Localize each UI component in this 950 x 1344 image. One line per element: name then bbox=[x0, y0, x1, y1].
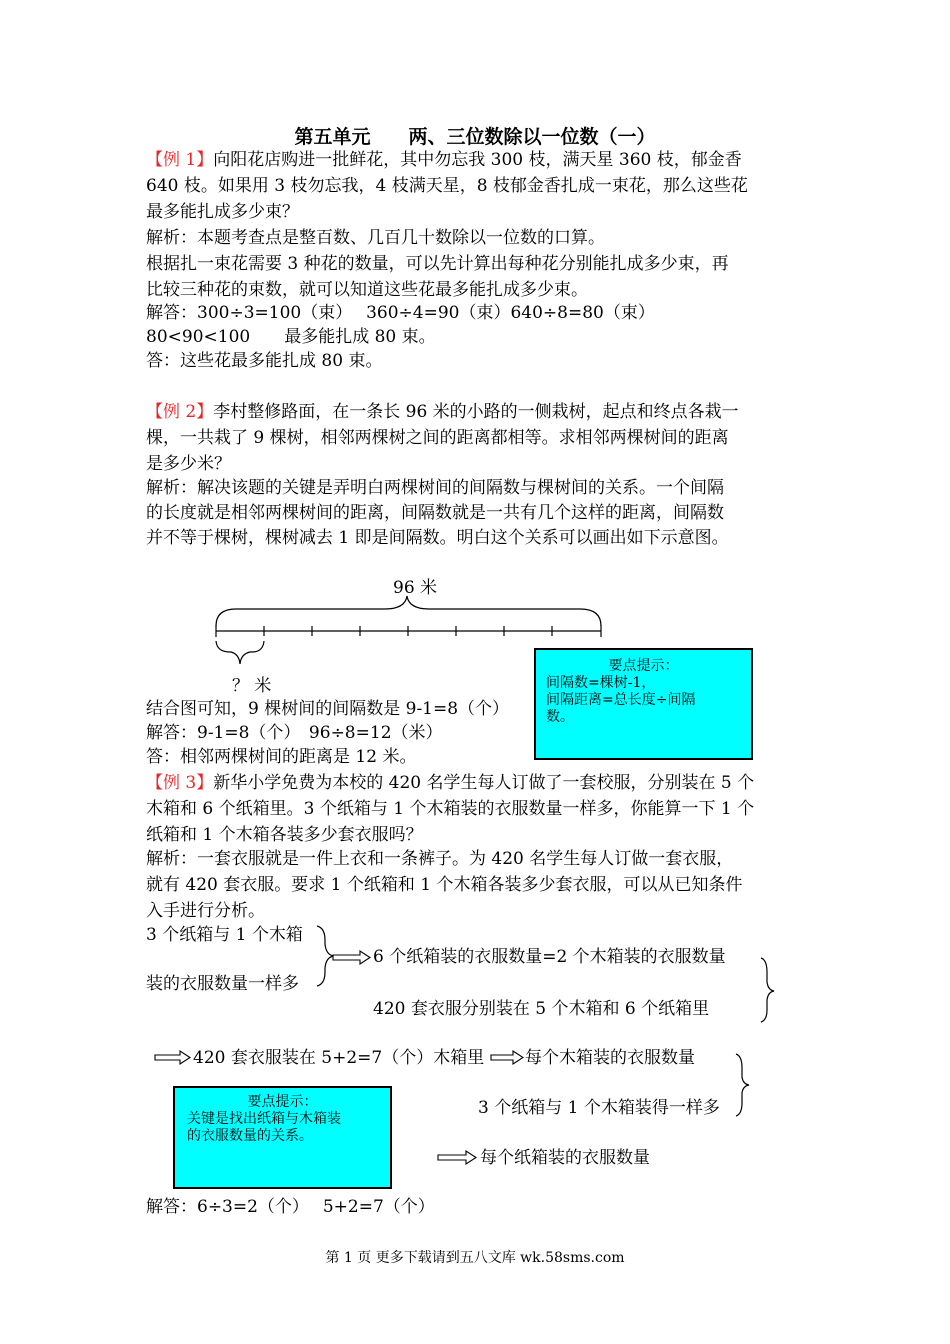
ex2-answer: 答：相邻两棵树间的距离是 12 米。 bbox=[146, 747, 417, 767]
ex3-tip-line-1: 关键是找出纸箱与木箱装 bbox=[187, 1111, 341, 1127]
flow-arrow-1 bbox=[333, 951, 370, 964]
flow-step-distribution: 420 套衣服分别装在 5 个木箱和 6 个纸箱里 bbox=[373, 999, 710, 1019]
ex1-analysis-line-3: 比较三种花的束数，就可以知道这些花最多能扎成多少束。 bbox=[146, 280, 588, 300]
flow-condition-line-1: 3 个纸箱与 1 个木箱 bbox=[146, 925, 303, 945]
ex1-question-line-3: 最多能扎成多少束？ bbox=[146, 202, 299, 222]
ex2-tag: 【例 2】 bbox=[146, 402, 214, 422]
ex1-solution-line-1: 解答：300÷3=100（束） 360÷4=90（束）640÷8=80（束） bbox=[146, 303, 655, 323]
diagram-total-length-label: 96 米 bbox=[393, 578, 438, 598]
ex2-analysis-line-1: 解析：解决该题的关键是弄明白两棵树间的间隔数与棵树间的关系。一个间隔 bbox=[146, 478, 724, 498]
diagram-unknown-length-label: ？ 米 bbox=[232, 676, 272, 696]
interval-brace bbox=[216, 641, 264, 664]
ex3-analysis-line-3: 入手进行分析。 bbox=[146, 901, 265, 921]
ex1-answer: 答：这些花最多能扎成 80 束。 bbox=[146, 351, 383, 371]
ex2-tip-title: 要点提示： bbox=[608, 658, 679, 674]
ex2-tip-line-1: 间隔数=棵树-1， bbox=[546, 675, 656, 691]
ex1-question-line-2: 640 枝。如果用 3 枝勿忘我，4 枝满天星，8 枝郁金香扎成一束花，那么这些花 bbox=[146, 176, 748, 196]
flow-step-ratio: 3 个纸箱与 1 个木箱装得一样多 bbox=[478, 1098, 720, 1118]
ex1-tag: 【例 1】 bbox=[146, 150, 214, 170]
ex2-analysis-line-2: 的长度就是相邻两棵树间的距离，间隔数就是一共有几个这样的距离，间隔数 bbox=[146, 503, 724, 523]
ex2-question-line-1: 【例 2】李村整修路面，在一条长 96 米的小路的一侧栽树，起点和终点各栽一 bbox=[146, 402, 739, 422]
flow-arrow-3 bbox=[491, 1051, 523, 1064]
ex3-analysis-line-1: 解析：一套衣服就是一件上衣和一条裤子。为 420 名学生每人订做一套衣服， bbox=[146, 849, 734, 869]
ex3-tag: 【例 3】 bbox=[146, 773, 214, 793]
ex1-question-line-1: 【例 1】向阳花店购进一批鲜花，其中勿忘我 300 枝，满天星 360 枝，郁金香 bbox=[146, 150, 742, 170]
ex1-solution-line-2: 80<90<100 最多能扎成 80 束。 bbox=[146, 327, 436, 347]
flow-arrow-4 bbox=[438, 1151, 476, 1164]
ex3-solution: 解答：6÷3=2（个） 5+2=7（个） bbox=[146, 1197, 435, 1217]
ex3-question-line-1: 【例 3】新华小学免费为本校的 420 名学生每人订做了一套校服，分别装在 5 个 bbox=[146, 773, 755, 793]
ex1-analysis-line-1: 解析：本题考查点是整百数、几百几十数除以一位数的口算。 bbox=[146, 228, 605, 248]
flow-arrow-2 bbox=[155, 1051, 190, 1064]
ex3-analysis-line-2: 就有 420 套衣服。要求 1 个纸箱和 1 个木箱各装多少套衣服，可以从已知条件 bbox=[146, 875, 743, 895]
flow-step-equal-quantity: 6 个纸箱装的衣服数量=2 个木箱装的衣服数量 bbox=[373, 947, 726, 967]
ex2-question-line-3: 是多少米？ bbox=[146, 454, 231, 474]
flow-step-seven-boxes: 420 套衣服装在 5+2=7（个）木箱里 bbox=[193, 1048, 485, 1068]
page-title: 第五单元 两、三位数除以一位数（一） bbox=[294, 126, 656, 148]
flow-condition-line-2: 装的衣服数量一样多 bbox=[146, 974, 299, 994]
ex2-solution: 解答：9-1=8（个） 96÷8=12（米） bbox=[146, 723, 443, 743]
ex2-analysis-line-3: 并不等于棵树，棵树减去 1 即是间隔数。明白这个关系可以画出如下示意图。 bbox=[146, 528, 729, 548]
ex1-analysis-line-2: 根据扎一束花需要 3 种花的数量，可以先计算出每种花分别能扎成多少束，再 bbox=[146, 254, 729, 274]
page-footer: 第 1 页 更多下载请到五八文库 wk.58sms.com bbox=[325, 1250, 625, 1266]
ex2-conclusion: 结合图可知，9 棵树间的间隔数是 9-1=8（个） bbox=[146, 699, 510, 719]
ex2-tip-line-3: 数。 bbox=[546, 709, 574, 725]
ex3-tip-title: 要点提示： bbox=[247, 1094, 318, 1110]
ex3-question-line-3: 纸箱和 1 个木箱各装多少套衣服吗？ bbox=[146, 825, 423, 845]
ex3-question-line-2: 木箱和 6 个纸箱里。3 个纸箱与 1 个木箱装的衣服数量一样多，你能算一下 1 个 bbox=[146, 799, 755, 819]
flow-step-per-wooden-box: 每个木箱装的衣服数量 bbox=[525, 1048, 695, 1068]
condition-brace bbox=[317, 926, 334, 986]
right-brace-2 bbox=[736, 1054, 749, 1116]
ex2-question-line-2: 棵，一共栽了 9 棵树，相邻两棵树之间的距离都相等。求相邻两棵树间的距离 bbox=[146, 428, 729, 448]
total-length-brace bbox=[216, 596, 601, 626]
right-brace-1 bbox=[761, 958, 774, 1022]
ex3-tip-line-2: 的衣服数量的关系。 bbox=[187, 1128, 313, 1144]
flow-step-per-paper-box: 每个纸箱装的衣服数量 bbox=[480, 1148, 650, 1168]
ex2-tip-line-2: 间隔距离=总长度÷间隔 bbox=[546, 692, 696, 708]
